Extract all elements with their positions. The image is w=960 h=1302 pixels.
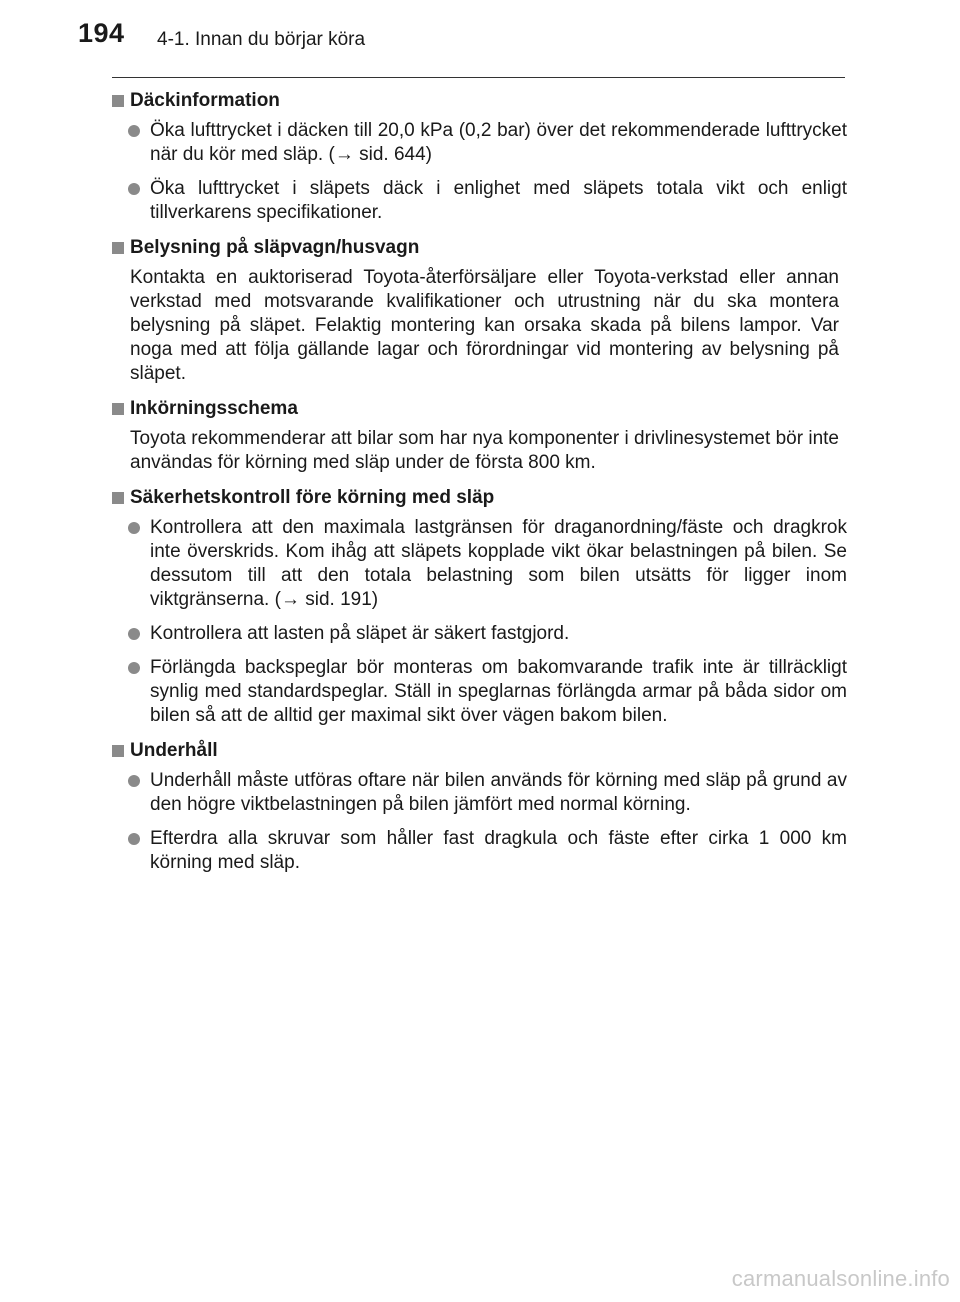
section-heading [112,396,847,422]
list-item-text: Underhåll måste utföras oftare när bilen används för körning med släp på grund av den högre viktbelastningen på bilen jämfört med normal körning. [150,770,847,815]
section-maintenance [112,738,847,875]
square-bullet-icon [112,242,124,254]
circle-bullet-icon [128,183,140,195]
square-bullet-icon [112,745,124,757]
list-item-text: Förlängda backspeglar bör monteras om bakomvarande trafik inte är tillräckligt synlig med standardspeglar. Ställ in speglarnas förlängda armar på båda sidor om bilen så att de alltid ger maximal sikt över vägen bakom bilen. [150,657,847,726]
circle-bullet-icon [128,775,140,787]
circle-bullet-icon [128,833,140,845]
page-reference: sid. 644) [359,144,432,165]
circle-bullet-icon [128,125,140,137]
section-title: 4-1. Innan du börjar köra [157,29,366,50]
section-heading [112,235,847,261]
arrow-right-icon: → [334,144,354,165]
square-bullet-icon [112,492,124,504]
square-bullet-icon [112,403,124,415]
section-paragraph: Toyota rekommenderar att bilar som har nya komponenter i drivlinesystemet bör inte användas för körning med släp under de första 800 km. [130,428,839,473]
section-heading [112,738,847,764]
page-number: 194 [78,18,125,48]
list-item [112,769,847,817]
list-item-text: Kontrollera att den maximala lastgränsen för draganordning/fäste och dragkrok inte överskrids. Kom ihåg att släpets kopplade vikt ökar belastningen på bilen. Se dessutom till att den totala belastning som bilen utsätts för ligger inom viktgränserna. ( [150,517,847,610]
header-divider [112,77,845,78]
circle-bullet-icon [128,662,140,674]
section-heading-text: Däckinformation [130,90,280,111]
section-heading-text: Underhåll [130,740,218,761]
section-paragraph: Kontakta en auktoriserad Toyota-återförsäljare eller Toyota-verkstad eller annan verkstad med motsvarande kvalifikationer och utrustning när du ska montera belysning på släpet. Felaktig montering kan orsaka skada på bilens lampor. Var noga med att följa gällande lagar och förordningar vid montering av belysning på släpet. [130,267,839,384]
list-item [112,119,847,167]
watermark: carmanualsonline.info [731,1266,950,1291]
list-item-text: Öka lufttrycket i släpets däck i enlighet med släpets totala vikt och enligt tillverkarens specifikationer. [150,178,847,223]
section-heading-text: Inkörningsschema [130,398,298,419]
circle-bullet-icon [128,628,140,640]
list-item [112,656,847,728]
section-heading-text: Säkerhetskontroll före körning med släp [130,487,495,508]
page-header [0,0,960,80]
list-item-text: Öka lufttrycket i däcken till 20,0 kPa (0,2 bar) över det rekommenderade lufttrycket när du kör med släp. ( [150,120,847,165]
arrow-right-icon: → [280,589,300,610]
square-bullet-icon [112,95,124,107]
list-item-text: Efterdra alla skruvar som håller fast dragkula och fäste efter cirka 1 000 km körning med släp. [150,828,847,873]
section-safety-check [112,485,847,728]
section-tire-info [112,88,847,225]
section-heading-text: Belysning på släpvagn/husvagn [130,237,420,258]
list-item [112,622,847,646]
section-heading [112,485,847,511]
list-item-text: Kontrollera att lasten på släpet är säkert fastgjord. [150,623,570,644]
section-trailer-lighting [112,235,847,386]
section-break-in [112,396,847,475]
list-item [112,516,847,612]
section-heading [112,88,847,114]
content [112,88,847,885]
list-item [112,827,847,875]
list-item [112,177,847,225]
page-reference: sid. 191) [305,589,379,610]
circle-bullet-icon [128,522,140,534]
